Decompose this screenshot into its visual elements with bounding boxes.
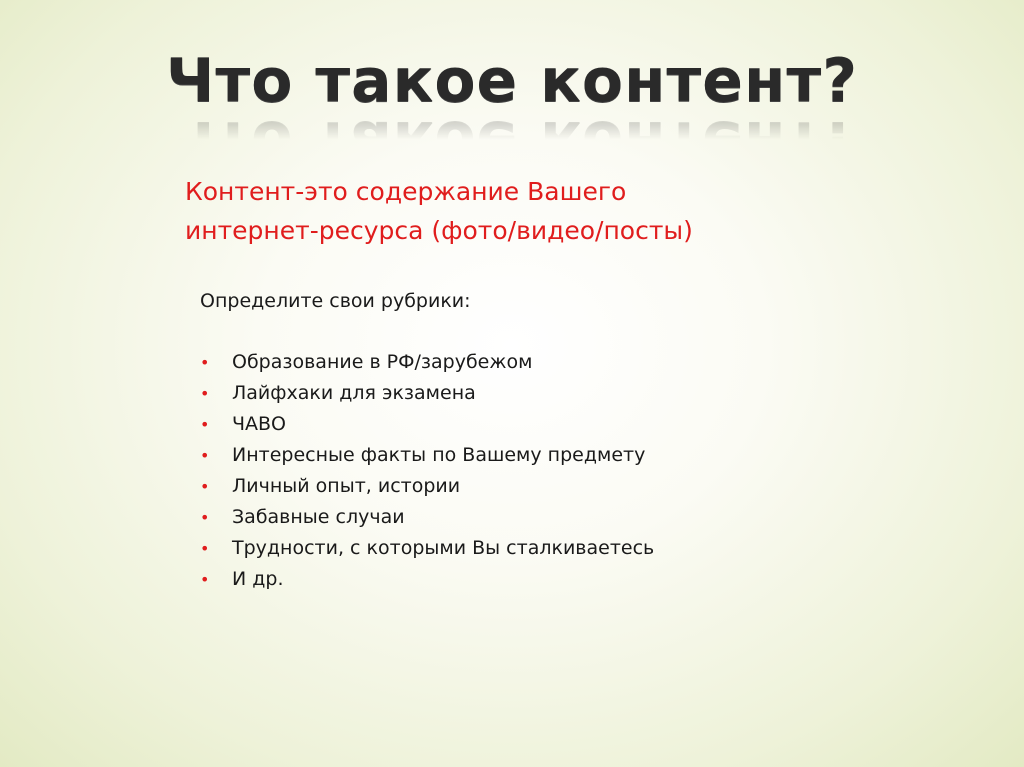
bullet-icon: • — [200, 446, 210, 465]
bullet-icon: • — [200, 508, 210, 527]
list-item — [200, 409, 654, 440]
list-item — [200, 533, 654, 564]
list-item — [200, 440, 654, 471]
subtitle-line-2: интернет-ресурса (фото/видео/посты) — [185, 216, 693, 245]
rubrics-list — [200, 347, 654, 595]
list-item-text: Личный опыт, истории — [232, 475, 461, 497]
list-item — [200, 564, 654, 595]
list-item-text: Образование в РФ/зарубежом — [232, 351, 533, 373]
list-item-text: Забавные случаи — [232, 506, 405, 528]
list-item — [200, 502, 654, 533]
bullet-icon: • — [200, 539, 210, 558]
subtitle-line-1: Контент-это содержание Вашего — [185, 177, 627, 206]
list-item-text: Интересные факты по Вашему предмету — [232, 444, 646, 466]
list-item — [200, 471, 654, 502]
list-item-text: И др. — [232, 568, 284, 590]
list-item-text: Лайфхаки для экзамена — [232, 382, 476, 404]
bullet-icon: • — [200, 384, 210, 403]
bullet-icon: • — [200, 353, 210, 372]
list-item — [200, 347, 654, 378]
bullet-icon: • — [200, 570, 210, 589]
bullet-icon: • — [200, 415, 210, 434]
slide-title: Что такое контент? — [165, 46, 859, 116]
list-item-text: ЧАВО — [232, 413, 287, 435]
list-item — [200, 378, 654, 409]
slide-subtitle — [185, 172, 905, 250]
lead-text: Определите свои рубрики: — [200, 290, 471, 312]
bullet-icon: • — [200, 477, 210, 496]
list-item-text: Трудности, с которыми Вы сталкиваетесь — [232, 537, 655, 559]
